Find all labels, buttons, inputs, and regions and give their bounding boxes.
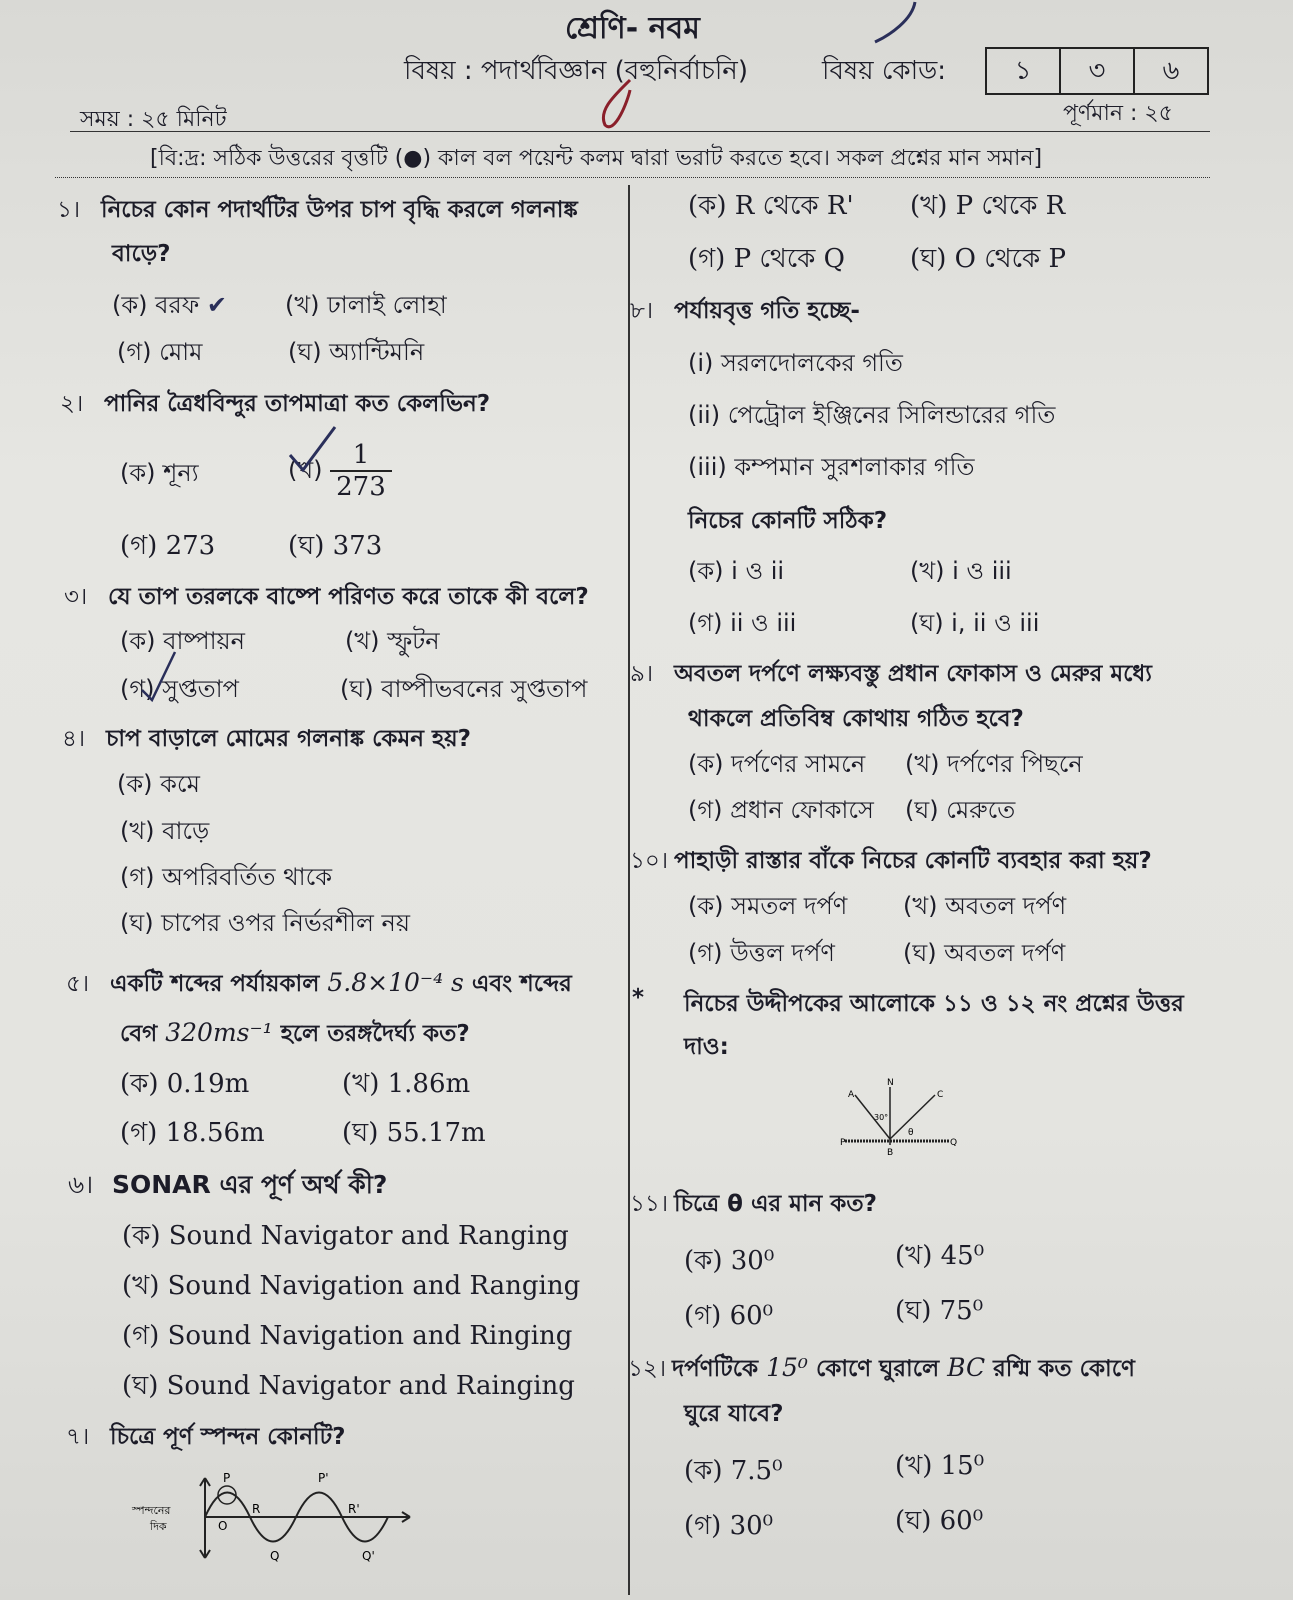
fig-label-direction-2: দিক: [150, 1520, 167, 1533]
q9-option-a[interactable]: (ক) দর্পণের সামনে: [688, 750, 866, 778]
q12-option-a[interactable]: (ক) 7.5⁰: [684, 1456, 783, 1486]
q6-option-b[interactable]: (খ) Sound Navigation and Ranging: [122, 1271, 581, 1301]
fig-label-direction: স্পন্দনের: [132, 1504, 171, 1517]
q11-option-a[interactable]: (ক) 30⁰: [684, 1246, 775, 1276]
fig-label-q: Q: [950, 1138, 958, 1148]
fig-point-r-prime: R': [348, 1502, 360, 1516]
question-6: ৬। SONAR এর পূর্ণ অর্থ কী?: [68, 1170, 388, 1199]
q11-option-d[interactable]: (ঘ) 75⁰: [895, 1296, 984, 1326]
q9-option-b[interactable]: (খ) দর্পণের পিছনে: [905, 750, 1083, 778]
q2-option-c[interactable]: (গ) 273: [120, 531, 216, 561]
q3-option-b[interactable]: (খ) স্ফুটন: [345, 627, 440, 655]
class-title: শ্রেণি- নবম: [565, 11, 700, 46]
q12-option-d[interactable]: (ঘ) 60⁰: [895, 1506, 984, 1536]
q9-option-d[interactable]: (ঘ) মেরুতে: [905, 796, 1016, 824]
stimulus-text-cont: দাও:: [684, 1034, 729, 1060]
question-11: ১১। চিত্রে θ এর মান কত?: [630, 1191, 877, 1217]
fig-point-q: Q: [270, 1549, 280, 1563]
handwritten-marks: [590, 0, 970, 130]
q3-option-d[interactable]: (ঘ) বাষ্পীভবনের সুপ্ততাপ: [340, 675, 588, 703]
q6-option-c[interactable]: (গ) Sound Navigation and Ringing: [122, 1321, 573, 1351]
q1-option-b[interactable]: (খ) ঢালাই লোহা: [285, 291, 447, 319]
q11-option-c[interactable]: (গ) 60⁰: [684, 1301, 774, 1331]
q8-statement-ii: (ii) পেট্রোল ইঞ্জিনের সিলিন্ডারের গতি: [688, 401, 1056, 429]
q10-option-d[interactable]: (ঘ) অবতল দর্পণ: [903, 939, 1066, 967]
q8-option-b[interactable]: (খ) i ও iii: [910, 557, 1012, 585]
subject-code-label: বিষয় কোড:: [822, 56, 946, 86]
q3-option-c[interactable]: (গ) সুপ্ততাপ: [120, 675, 239, 703]
question-5: ৫। একটি শব্দের পর্যায়কাল 5.8×10⁻⁴ s এবং শব্দের: [66, 968, 572, 997]
check-mark-icon: [285, 425, 345, 480]
fig-point-p-prime: P': [318, 1471, 329, 1485]
q7-option-d[interactable]: (ঘ) O থেকে P: [910, 244, 1066, 274]
question-1-cont: বাড়ে?: [112, 241, 171, 267]
question-7: ৭। চিত্রে পূর্ণ স্পন্দন কোনটি?: [66, 1424, 346, 1450]
q4-option-b[interactable]: (খ) বাড়ে: [120, 817, 210, 845]
tick-mark-icon: [140, 650, 180, 705]
mirror-figure: [840, 1075, 970, 1165]
question-4: ৪। চাপ বাড়ালে মোমের গলনাঙ্ক কেমন হয়?: [62, 726, 471, 752]
question-3: ৩। যে তাপ তরলকে বাষ্পে পরিণত করে তাকে কী বলে?: [64, 584, 589, 610]
fig-label-n: N: [887, 1078, 894, 1088]
q4-option-a[interactable]: (ক) কমে: [117, 770, 200, 798]
q8-option-a[interactable]: (ক) i ও ii: [688, 557, 785, 585]
question-2: ২। পানির ত্রৈধবিন্দুর তাপমাত্রা কত কেলভিন?: [60, 391, 491, 417]
q1-option-d[interactable]: (ঘ) অ্যান্টিমনি: [288, 338, 425, 366]
fig-label-c: C: [937, 1090, 944, 1100]
q7-option-b[interactable]: (খ) P থেকে R: [910, 191, 1066, 221]
q12-option-c[interactable]: (গ) 30⁰: [684, 1511, 774, 1541]
q3-option-a[interactable]: (ক) বাষ্পায়ন: [120, 627, 246, 655]
instruction-note: [বি:দ্র: সঠিক উত্তরের বৃত্তটি (●) কাল বল পয়েন্ট কলম দ্বারা ভরাট করতে হবে। সকল প্রশ্নের মান সমান]: [150, 146, 1043, 171]
q8-prompt: নিচের কোনটি সঠিক?: [688, 508, 888, 534]
fig-label-b: B: [887, 1148, 894, 1158]
q8-statement-iii: (iii) কম্পমান সুরশলাকার গতি: [688, 453, 975, 481]
fig-point-r: R: [252, 1502, 261, 1516]
fig-label-p: P: [840, 1138, 846, 1148]
q2-option-d[interactable]: (ঘ) 373: [288, 531, 383, 561]
stimulus-marker: *: [632, 985, 645, 1011]
q5-option-c[interactable]: (গ) 18.56m: [120, 1118, 265, 1148]
q10-option-b[interactable]: (খ) অবতল দর্পণ: [903, 892, 1067, 920]
q6-option-d[interactable]: (ঘ) Sound Navigator and Rainging: [122, 1371, 575, 1401]
code-digit: ৬: [1133, 49, 1207, 93]
time-limit: সময় : ২৫ মিনিট: [80, 107, 227, 132]
q8-option-c[interactable]: (গ) ii ও iii: [688, 609, 797, 637]
q5-option-a[interactable]: (ক) 0.19m: [120, 1069, 250, 1099]
q12-option-b[interactable]: (খ) 15⁰: [895, 1451, 985, 1481]
header-rule: [70, 131, 1210, 132]
question-12: ১২। দর্পণটিকে 15⁰ কোণে ঘুরালে BC রশ্মি কত কোণে: [628, 1353, 1135, 1382]
fig-label-a: A: [848, 1090, 855, 1100]
q5-option-b[interactable]: (খ) 1.86m: [342, 1069, 471, 1099]
fig-point-p: P: [223, 1471, 231, 1485]
fig-point-q-prime: Q': [362, 1549, 375, 1563]
q6-option-a[interactable]: (ক) Sound Navigator and Ranging: [122, 1221, 569, 1251]
q7-option-c[interactable]: (গ) P থেকে Q: [688, 244, 845, 274]
q9-option-c[interactable]: (গ) প্রধান ফোকাসে: [688, 796, 874, 824]
code-digit: ১: [1014, 56, 1032, 86]
question-9-cont: থাকলে প্রতিবিম্ব কোথায় গঠিত হবে?: [688, 706, 1024, 732]
wave-figure: [130, 1470, 420, 1570]
q11-option-b[interactable]: (খ) 45⁰: [895, 1241, 985, 1271]
q7-option-a[interactable]: (ক) R থেকে R': [688, 191, 854, 221]
question-9: ৯। অবতল দর্পণে লক্ষ্যবস্তু প্রধান ফোকাস ও মেরুর মধ্যে: [630, 661, 1152, 687]
q1-option-c[interactable]: (গ) মোম: [117, 338, 203, 366]
question-1: ১। নিচের কোন পদার্থটির উপর চাপ বৃদ্ধি করলে গলনাঙ্ক: [57, 197, 578, 223]
q1-option-a[interactable]: (ক) বরফ ✔: [112, 291, 227, 319]
fig-theta-label: θ: [908, 1128, 914, 1138]
q8-option-d[interactable]: (ঘ) i, ii ও iii: [910, 609, 1040, 637]
q4-option-c[interactable]: (গ) অপরিবর্তিত থাকে: [120, 863, 333, 891]
fig-point-o: O: [218, 1519, 228, 1533]
fig-angle-label: 30°: [874, 1113, 889, 1122]
subject-title: বিষয় : পদার্থবিজ্ঞান (বহুনির্বাচনি): [404, 56, 748, 86]
q5-option-d[interactable]: (ঘ) 55.17m: [342, 1118, 486, 1148]
question-12-cont: ঘুরে যাবে?: [684, 1401, 784, 1427]
full-marks: পূর্ণমান : ২৫: [1063, 101, 1173, 126]
code-digit: ৩: [1059, 49, 1133, 93]
q2-option-b[interactable]: (খ) $\frac{1}{273}$: [288, 440, 392, 502]
q10-option-c[interactable]: (গ) উত্তল দর্পণ: [688, 939, 835, 967]
subject-code-box: [985, 47, 1209, 95]
q10-option-a[interactable]: (ক) সমতল দর্পণ: [688, 892, 848, 920]
q4-option-d[interactable]: (ঘ) চাপের ওপর নির্ভরশীল নয়: [120, 909, 410, 937]
question-10: ১০। পাহাড়ী রাস্তার বাঁকে নিচের কোনটি ব্যবহার করা হয়?: [630, 848, 1152, 874]
question-8: ৮। পর্যায়বৃত্ত গতি হচ্ছে-: [630, 298, 860, 324]
question-5-cont: বেগ 320ms⁻¹ হলে তরঙ্গদৈর্ঘ্য কত?: [120, 1018, 470, 1047]
stimulus-text: নিচের উদ্দীপকের আলোকে ১১ ও ১২ নং প্রশ্নের উত্তর: [684, 991, 1184, 1017]
q8-statement-i: (i) সরলদোলকের গতি: [688, 349, 903, 377]
instruction-rule: [55, 177, 1210, 178]
q2-option-a[interactable]: (ক) শূন্য: [120, 459, 199, 487]
